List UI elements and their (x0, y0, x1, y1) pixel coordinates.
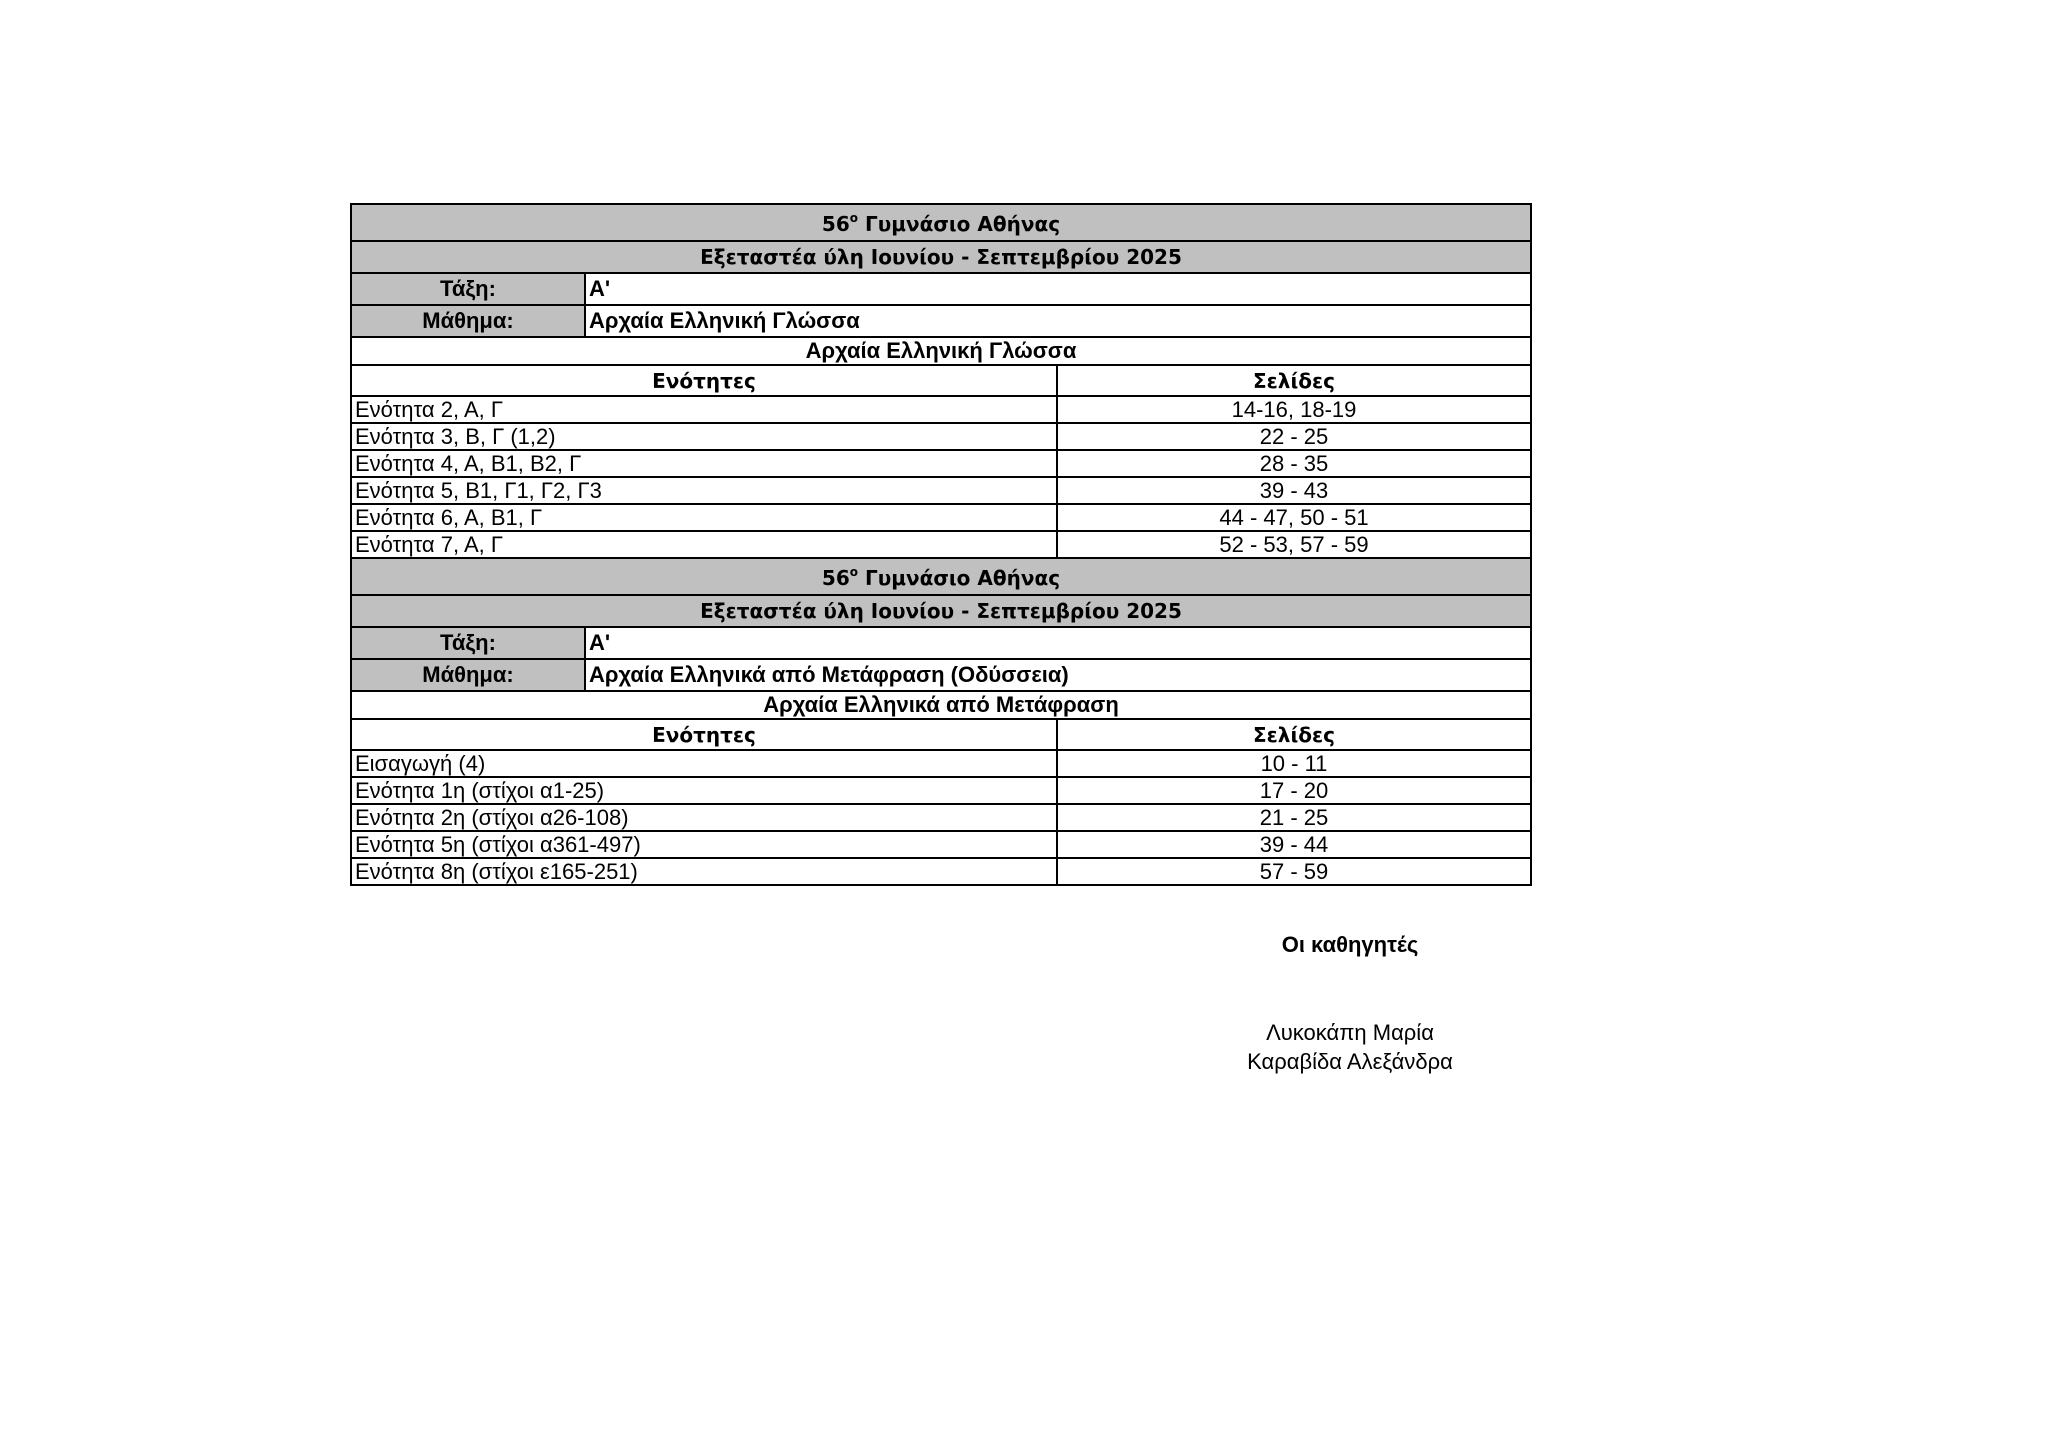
unit-cell: Ενότητα 4, Α, Β1, Β2, Γ (351, 450, 1057, 477)
exam-title-row (351, 241, 1531, 273)
pages-column-header: Σελίδες (1057, 719, 1531, 750)
school-name: Γυμνάσιο Αθήνας (864, 565, 1061, 590)
teacher-name: Καραβίδα Αλεξάνδρα (1247, 1049, 1453, 1074)
column-header-row (351, 365, 1531, 396)
section-title-row (351, 691, 1531, 719)
subject-label: Μάθημα: (351, 659, 585, 691)
units-column-header: Ενότητες (351, 719, 1057, 750)
pages-cell: 57 - 59 (1057, 858, 1531, 885)
unit-cell: Ενότητα 7, Α, Γ (351, 531, 1057, 558)
unit-cell: Ενότητα 3, Β, Γ (1,2) (351, 423, 1057, 450)
column-header-row (351, 719, 1531, 750)
school-number: 56 (821, 211, 850, 236)
subject-row (351, 659, 1531, 691)
table-row (351, 396, 1531, 423)
table-row (351, 450, 1531, 477)
pages-cell: 28 - 35 (1057, 450, 1531, 477)
table-row (351, 804, 1531, 831)
table-row (351, 477, 1531, 504)
class-row (351, 627, 1531, 659)
pages-cell: 17 - 20 (1057, 777, 1531, 804)
ordinal-superscript: ο (849, 564, 859, 579)
school-title (351, 204, 1531, 241)
teachers-heading: Οι καθηγητές (1281, 932, 1419, 957)
table-row (351, 777, 1531, 804)
unit-cell: Ενότητα 5η (στίχοι α361-497) (351, 831, 1057, 858)
unit-cell: Ενότητα 5, Β1, Γ1, Γ2, Γ3 (351, 477, 1057, 504)
table-row (351, 750, 1531, 777)
unit-cell: Εισαγωγή (4) (351, 750, 1057, 777)
pages-cell: 22 - 25 (1057, 423, 1531, 450)
class-label: Τάξη: (351, 627, 585, 659)
unit-cell: Ενότητα 6, Α, Β1, Γ (351, 504, 1057, 531)
subject-label: Μάθημα: (351, 305, 585, 337)
section-title: Αρχαία Ελληνική Γλώσσα (351, 337, 1531, 365)
teacher-name: Λυκοκάπη Μαρία (1266, 1020, 1434, 1045)
section-title-row (351, 337, 1531, 365)
school-title (351, 558, 1531, 595)
school-title-row (351, 558, 1531, 595)
exam-title-row (351, 595, 1531, 627)
unit-cell: Ενότητα 2, Α, Γ (351, 396, 1057, 423)
class-value: Α' (585, 273, 1531, 305)
pages-column-header: Σελίδες (1057, 365, 1531, 396)
school-number: 56 (821, 565, 850, 590)
unit-cell: Ενότητα 2η (στίχοι α26-108) (351, 804, 1057, 831)
units-column-header: Ενότητες (351, 365, 1057, 396)
table-row (351, 423, 1531, 450)
school-title-row (351, 204, 1531, 241)
table-row (351, 858, 1531, 885)
pages-cell: 39 - 44 (1057, 831, 1531, 858)
class-label: Τάξη: (351, 273, 585, 305)
section-title: Αρχαία Ελληνικά από Μετάφραση (351, 691, 1531, 719)
pages-cell: 39 - 43 (1057, 477, 1531, 504)
subject-value: Αρχαία Ελληνικά από Μετάφραση (Οδύσσεια) (585, 659, 1531, 691)
table-row (351, 504, 1531, 531)
table-row (351, 531, 1531, 558)
exam-title: Εξεταστέα ύλη Ιουνίου - Σεπτεμβρίου 2025 (351, 595, 1531, 627)
exam-syllabus-table (350, 203, 1532, 886)
pages-cell: 44 - 47, 50 - 51 (1057, 504, 1531, 531)
school-name: Γυμνάσιο Αθήνας (864, 211, 1061, 236)
pages-cell: 10 - 11 (1057, 750, 1531, 777)
class-row (351, 273, 1531, 305)
pages-cell: 14-16, 18-19 (1057, 396, 1531, 423)
subject-row (351, 305, 1531, 337)
unit-cell: Ενότητα 1η (στίχοι α1-25) (351, 777, 1057, 804)
class-value: Α' (585, 627, 1531, 659)
subject-value: Αρχαία Ελληνική Γλώσσα (585, 305, 1531, 337)
ordinal-superscript: ο (849, 210, 859, 225)
unit-cell: Ενότητα 8η (στίχοι ε165-251) (351, 858, 1057, 885)
pages-cell: 52 - 53, 57 - 59 (1057, 531, 1531, 558)
pages-cell: 21 - 25 (1057, 804, 1531, 831)
exam-title: Εξεταστέα ύλη Ιουνίου - Σεπτεμβρίου 2025 (351, 241, 1531, 273)
table-row (351, 831, 1531, 858)
